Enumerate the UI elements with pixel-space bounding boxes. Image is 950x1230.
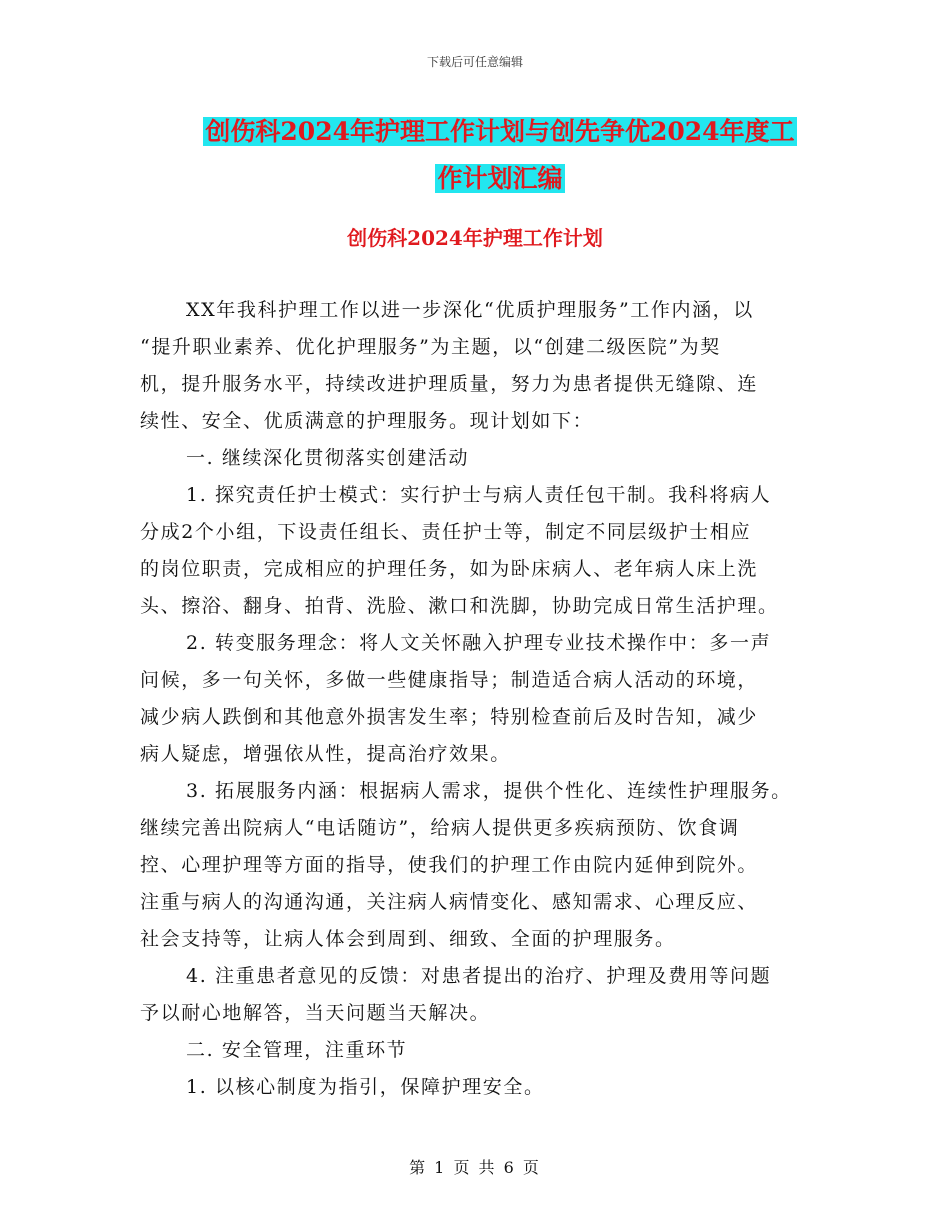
section-title: 创伤科2024年护理工作计划: [347, 226, 603, 250]
body-line: 二. 安全管理，注重环节: [186, 1039, 408, 1061]
body-line: 头、擦浴、翻身、拍背、洗脸、漱口和洗脚，协助完成日常生活护理。: [140, 595, 779, 617]
body-line: 予以耐心地解答，当天问题当天解决。: [140, 1002, 491, 1024]
body-line: 病人疑虑，增强依从性，提高治疗效果。: [140, 743, 511, 765]
header-note: 下载后可任意编辑: [426, 55, 523, 69]
body-line: 继续完善出院病人“电话随访”，给病人提供更多疾病预防、饮食调: [140, 817, 740, 839]
body-line: 社会支持等，让病人体会到周到、细致、全面的护理服务。: [140, 928, 676, 950]
body-line: 控、心理护理等方面的指导，使我们的护理工作由院内延伸到院外。: [140, 854, 759, 876]
title-line-1: 创伤科2024年护理工作计划与创先争优2024年度工: [205, 117, 795, 146]
page-footer: 第 1 页 共 6 页: [409, 1158, 541, 1177]
document-body: [140, 292, 826, 1106]
body-line: 分成2个小组，下设责任组长、责任护士等，制定不同层级护士相应: [140, 521, 752, 543]
body-line: 一. 继续深化贯彻落实创建活动: [186, 447, 470, 469]
body-line: XX年我科护理工作以进一步深化“优质护理服务”工作内涵，以: [186, 299, 754, 321]
body-line: 1. 探究责任护士模式：实行护士与病人责任包干制。我科将病人: [186, 484, 772, 506]
body-line: 注重与病人的沟通沟通，关注病人病情变化、感知需求、心理反应、: [140, 891, 759, 913]
body-line: 问候，多一句关怀，多做一些健康指导；制造适合病人活动的环境，: [140, 669, 759, 691]
document-title: [140, 108, 860, 202]
body-line: “提升职业素养、优化护理服务”为主题，以“创建二级医院”为契: [140, 336, 721, 358]
body-line: 的岗位职责，完成相应的护理任务，如为卧床病人、老年病人床上洗: [140, 558, 759, 580]
body-line: 4. 注重患者意见的反馈：对患者提出的治疗、护理及费用等问题: [186, 965, 772, 987]
body-line: 减少病人跌倒和其他意外损害发生率；特别检查前后及时告知，减少: [140, 706, 759, 728]
body-line: 1. 以核心制度为指引，保障护理安全。: [186, 1076, 545, 1098]
body-line: 机，提升服务水平，持续改进护理质量，努力为患者提供无缝隙、连: [140, 373, 759, 395]
body-line: 2. 转变服务理念：将人文关怀融入护理专业技术操作中：多一声: [186, 632, 772, 654]
title-line-2: 作计划汇编: [437, 164, 563, 193]
body-line: 续性、安全、优质满意的护理服务。现计划如下：: [140, 410, 594, 432]
body-line: 3. 拓展服务内涵：根据病人需求，提供个性化、连续性护理服务。: [186, 780, 792, 802]
